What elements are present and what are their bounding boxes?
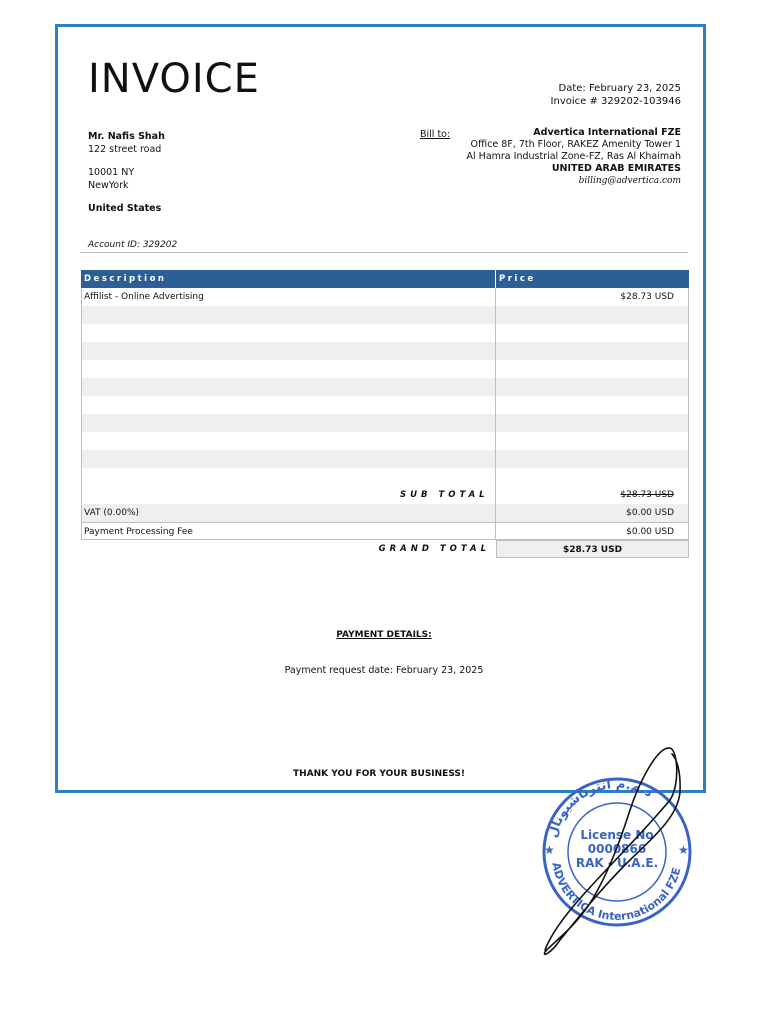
table-body bbox=[81, 288, 689, 522]
subtotal-value: $28.73 USD bbox=[620, 490, 674, 500]
fee-label: Payment Processing Fee bbox=[82, 523, 496, 539]
svg-text:د.م.م انترناشيونال: د.م.م انترناشيونال bbox=[545, 776, 656, 840]
item-price: $28.73 USD bbox=[620, 292, 674, 302]
vat-row bbox=[82, 504, 688, 522]
header-description: Description bbox=[81, 270, 496, 288]
vendor-address bbox=[467, 127, 681, 187]
client-country: United States bbox=[88, 203, 162, 214]
thank-you-note: THANK YOU FOR YOUR BUSINESS! bbox=[293, 769, 465, 779]
invoice-title: INVOICE bbox=[88, 56, 260, 102]
client-zip-state: 10001 NY bbox=[88, 167, 135, 178]
table-row bbox=[82, 468, 688, 486]
table-row bbox=[82, 342, 688, 360]
table-header bbox=[81, 270, 689, 288]
divider bbox=[80, 252, 688, 253]
grand-total-value: $28.73 USD bbox=[496, 540, 689, 558]
fee-row bbox=[81, 522, 689, 540]
header-price: Price bbox=[499, 274, 536, 284]
vendor-name: Advertica International FZE bbox=[533, 127, 681, 138]
stamp-ring-text: ADVERTICA International FZE bbox=[549, 861, 684, 924]
table-row bbox=[82, 324, 688, 342]
subtotal-row bbox=[82, 486, 688, 504]
table-row bbox=[82, 288, 688, 306]
invoice-date: Date: February 23, 2025 bbox=[558, 83, 681, 94]
vendor-line2: Al Hamra Industrial Zone-FZ, Ras Al Khaimah bbox=[466, 151, 681, 162]
table-row bbox=[82, 378, 688, 396]
table-row bbox=[82, 396, 688, 414]
client-address bbox=[88, 131, 165, 216]
item-description: Affilist - Online Advertising bbox=[82, 288, 496, 306]
client-name: Mr. Nafis Shah bbox=[88, 131, 165, 142]
grand-total-label: GRAND TOTAL bbox=[378, 544, 490, 554]
grand-total-row bbox=[81, 540, 689, 558]
payment-heading: PAYMENT DETAILS: bbox=[336, 630, 432, 640]
table-row bbox=[82, 432, 688, 450]
invoice-meta bbox=[551, 82, 681, 108]
table-row bbox=[82, 306, 688, 324]
account-id: Account ID: 329202 bbox=[88, 240, 178, 250]
invoice-number: Invoice # 329202-103946 bbox=[550, 96, 681, 107]
vendor-country: UNITED ARAB EMIRATES bbox=[551, 163, 681, 174]
client-street: 122 street road bbox=[88, 143, 162, 155]
table-row bbox=[82, 450, 688, 468]
svg-text:★: ★ bbox=[678, 843, 689, 857]
invoice-table bbox=[81, 270, 689, 558]
vat-label: VAT (0.00%) bbox=[82, 504, 496, 522]
bill-to-label: Bill to: bbox=[420, 129, 451, 140]
vendor-line1: Office 8F, 7th Floor, RAKEZ Amenity Tower 1 bbox=[470, 139, 681, 150]
svg-text:ADVERTICA International FZE bbox=[549, 861, 683, 923]
stamp-line1: License No bbox=[580, 828, 654, 842]
client-city: NewYork bbox=[88, 179, 129, 191]
svg-text:★: ★ bbox=[544, 843, 555, 857]
subtotal-label: SUB TOTAL bbox=[82, 486, 496, 504]
table-row bbox=[82, 414, 688, 432]
vat-value: $0.00 USD bbox=[626, 508, 674, 518]
vendor-email: billing@advertica.com bbox=[578, 176, 681, 186]
fee-value: $0.00 USD bbox=[626, 527, 674, 537]
stamp-line3: RAK - U.A.E. bbox=[575, 856, 659, 870]
payment-request-date: Payment request date: February 23, 2025 bbox=[284, 665, 484, 676]
company-stamp-icon bbox=[530, 740, 705, 960]
table-row bbox=[82, 360, 688, 378]
stamp-line2: 0000866 bbox=[587, 842, 647, 856]
